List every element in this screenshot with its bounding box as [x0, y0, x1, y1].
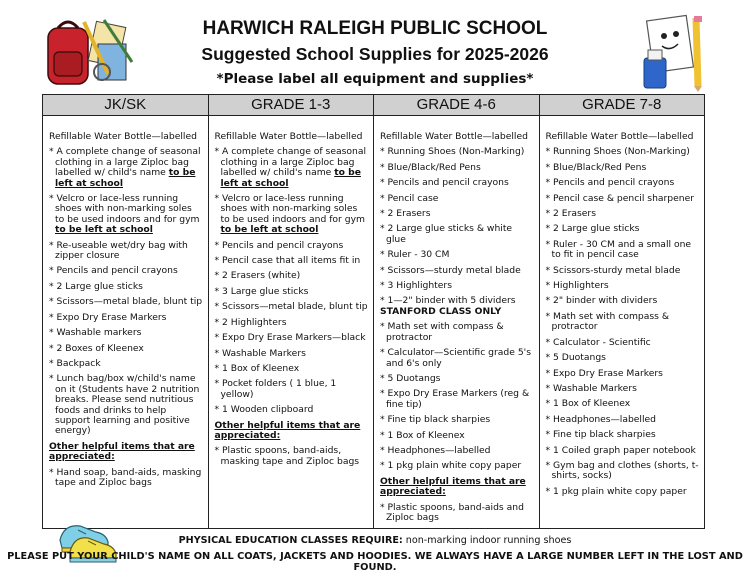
list-item: * Pencils and pencil crayons: [545, 177, 675, 189]
list-item: Refillable Water Bottle—labelled: [545, 131, 694, 142]
supplies-table: [42, 94, 705, 529]
list-item: * Washable Markers: [214, 347, 306, 359]
list-item: * 1 pkg plain white copy paper: [545, 485, 687, 497]
column-grade-1-3: [209, 95, 375, 528]
document-title: Suggested School Supplies for 2025-2026: [201, 44, 549, 64]
list-item: Refillable Water Bottle—labelled: [380, 131, 528, 142]
label-note: *Please label all equipment and supplies*: [216, 71, 534, 87]
helpful-heading: Other helpful items that are appreciated:: [214, 419, 361, 441]
list-item: * Math set with compass & protractor: [380, 321, 504, 343]
helpful-heading: Other helpful items that are appreciated:: [380, 475, 526, 498]
class-note: STANFORD CLASS ONLY: [380, 305, 502, 317]
list-item: * Re-useable wet/dry bag with zipper closure: [49, 239, 188, 262]
helpful-item: * Plastic spoons, band-aids, masking tape and Ziploc bags: [214, 445, 360, 467]
page-footer: [0, 535, 750, 573]
column-heading: GRADE 1-3: [209, 95, 374, 116]
list-item: * Headphones—labelled: [380, 444, 491, 456]
list-item: * A complete change of seasonal clothing in a large Ziploc bag labelled w/ child's name to be left at school: [49, 146, 201, 189]
list-item: * Pocket folders ( 1 blue, 1 yellow): [214, 378, 337, 400]
school-name: HARWICH RALEIGH PUBLIC SCHOOL: [202, 18, 548, 39]
list-item: * Velcro or lace-less running shoes with non-marking soles to be used indoors and for gym to be left at school: [49, 193, 200, 236]
list-item: * 2 Large glue sticks: [49, 280, 143, 292]
list-item: * Ruler - 30 CM: [380, 249, 450, 261]
list-item: * Headphones—labelled: [545, 413, 657, 425]
list-item: * 2 Erasers: [380, 208, 431, 220]
column-heading: GRADE 4-6: [374, 95, 539, 116]
column-heading: GRADE 7-8: [540, 95, 705, 116]
backpack-illustration: [44, 14, 136, 90]
list-item: * Pencils and pencil crayons: [380, 177, 509, 189]
list-item: * 2 Erasers (white): [214, 270, 301, 282]
list-item: * Pencil case that all items fit in: [214, 255, 361, 267]
list-item: * 1 Box of Kleenex: [545, 398, 631, 410]
helpful-item: * Hand soap, band-aids, masking tape and Ziploc bags: [49, 466, 202, 488]
list-item: * Calculator - Scientific: [545, 336, 651, 348]
helpful-item: * Plastic spoons, band-aids and Ziploc bags: [380, 501, 524, 523]
list-item: * 1—2" binder with 5 dividers: [380, 295, 516, 307]
list-item: * Blue/Black/Red Pens: [380, 161, 481, 173]
list-item: * 3 Large glue sticks: [214, 285, 309, 297]
list-item: * 2 Highlighters: [214, 316, 287, 328]
list-item: * 2 Large glue sticks: [545, 223, 640, 235]
list-item: * Scissors—metal blade, blunt tip: [49, 296, 203, 308]
list-item: * Scissors-sturdy metal blade: [545, 264, 681, 276]
list-item: * 2 Large glue sticks & white glue: [380, 223, 513, 245]
list-item: * 1 pkg plain white copy paper: [380, 460, 522, 472]
list-item: * Highlighters: [545, 280, 609, 292]
list-item: * Running Shoes (Non-Marking): [380, 146, 525, 158]
list-item: * Washable Markers: [545, 382, 637, 394]
list-item: * Fine tip black sharpies: [545, 429, 656, 441]
list-item: * Gym bag and clothes (shorts, t-shirts, socks): [545, 459, 699, 482]
name-notice: PLEASE PUT YOUR CHILD'S NAME ON ALL COATS, JACKETS AND HOODIES. WE ALWAYS HAVE A LARGE NUMBER LEFT IN THE LOST AND FOUND.: [7, 551, 743, 573]
list-item: * A complete change of seasonal clothing in a large Ziploc bag labelled w/ child's name to be left at school: [214, 146, 367, 189]
list-item: * Fine tip black sharpies: [380, 414, 491, 426]
list-item: * 5 Duotangs: [380, 372, 441, 384]
list-item: * Pencils and pencil crayons: [214, 239, 344, 251]
column-heading: JK/SK: [43, 95, 208, 116]
list-item: * Scissors—sturdy metal blade: [380, 264, 521, 276]
list-item: * Expo Dry Erase Markers—black: [214, 332, 366, 344]
list-item: * Scissors—metal blade, blunt tip: [214, 301, 368, 313]
list-item: * Backpack: [49, 357, 101, 369]
list-item: * Expo Dry Erase Markers: [545, 367, 663, 379]
list-item: * Expo Dry Erase Markers (reg & fine tip): [380, 388, 530, 410]
list-item: * Pencils and pencil crayons: [49, 265, 178, 277]
list-item: Refillable Water Bottle—labelled: [49, 131, 197, 142]
list-item: * 5 Duotangs: [545, 352, 606, 364]
list-item: * 2" binder with dividers: [545, 295, 658, 307]
list-item: * Pencil case & pencil sharpener: [545, 192, 695, 204]
list-item: * Ruler - 30 CM and a small one to fit in pencil case: [545, 238, 692, 261]
list-item: * Blue/Black/Red Pens: [545, 161, 647, 173]
list-item: Refillable Water Bottle—labelled: [214, 131, 363, 142]
list-item: * 2 Boxes of Kleenex: [49, 342, 144, 354]
supplies-illustration: [636, 14, 714, 92]
list-item: * 2 Erasers: [545, 208, 596, 220]
helpful-heading: Other helpful items that are appreciated:: [49, 440, 195, 463]
column-grade-4-6: [374, 95, 540, 528]
column-grade-7-8: [540, 95, 705, 528]
list-item: * Velcro or lace-less running shoes with non-marking soles to be used indoors and for gym to be left at school: [214, 193, 365, 236]
list-item: * Pencil case: [380, 192, 439, 204]
list-item: * Washable markers: [49, 327, 142, 339]
column-jk-sk: [43, 95, 209, 528]
list-item: * 1 Wooden clipboard: [214, 404, 314, 416]
list-item: * Calculator—Scientific grade 5's and 6's only: [380, 347, 531, 369]
list-item: * Expo Dry Erase Markers: [49, 311, 167, 323]
pe-requirement: PHYSICAL EDUCATION CLASSES REQUIRE: non-marking indoor running shoes: [178, 535, 572, 546]
list-item: * 1 Box of Kleenex: [214, 362, 300, 374]
list-item: * Running Shoes (Non-Marking): [545, 146, 690, 158]
list-item: * Math set with compass & protractor: [545, 310, 670, 333]
list-item: * Lunch bag/box w/child's name on it (Students have 2 nutrition breaks. Please send nutritious foods and drinks to help support learning and positive energy): [49, 373, 200, 437]
list-item: * 1 Box of Kleenex: [380, 429, 465, 441]
list-item: * 3 Highlighters: [380, 280, 452, 292]
list-item: * 1 Coiled graph paper notebook: [545, 444, 696, 456]
